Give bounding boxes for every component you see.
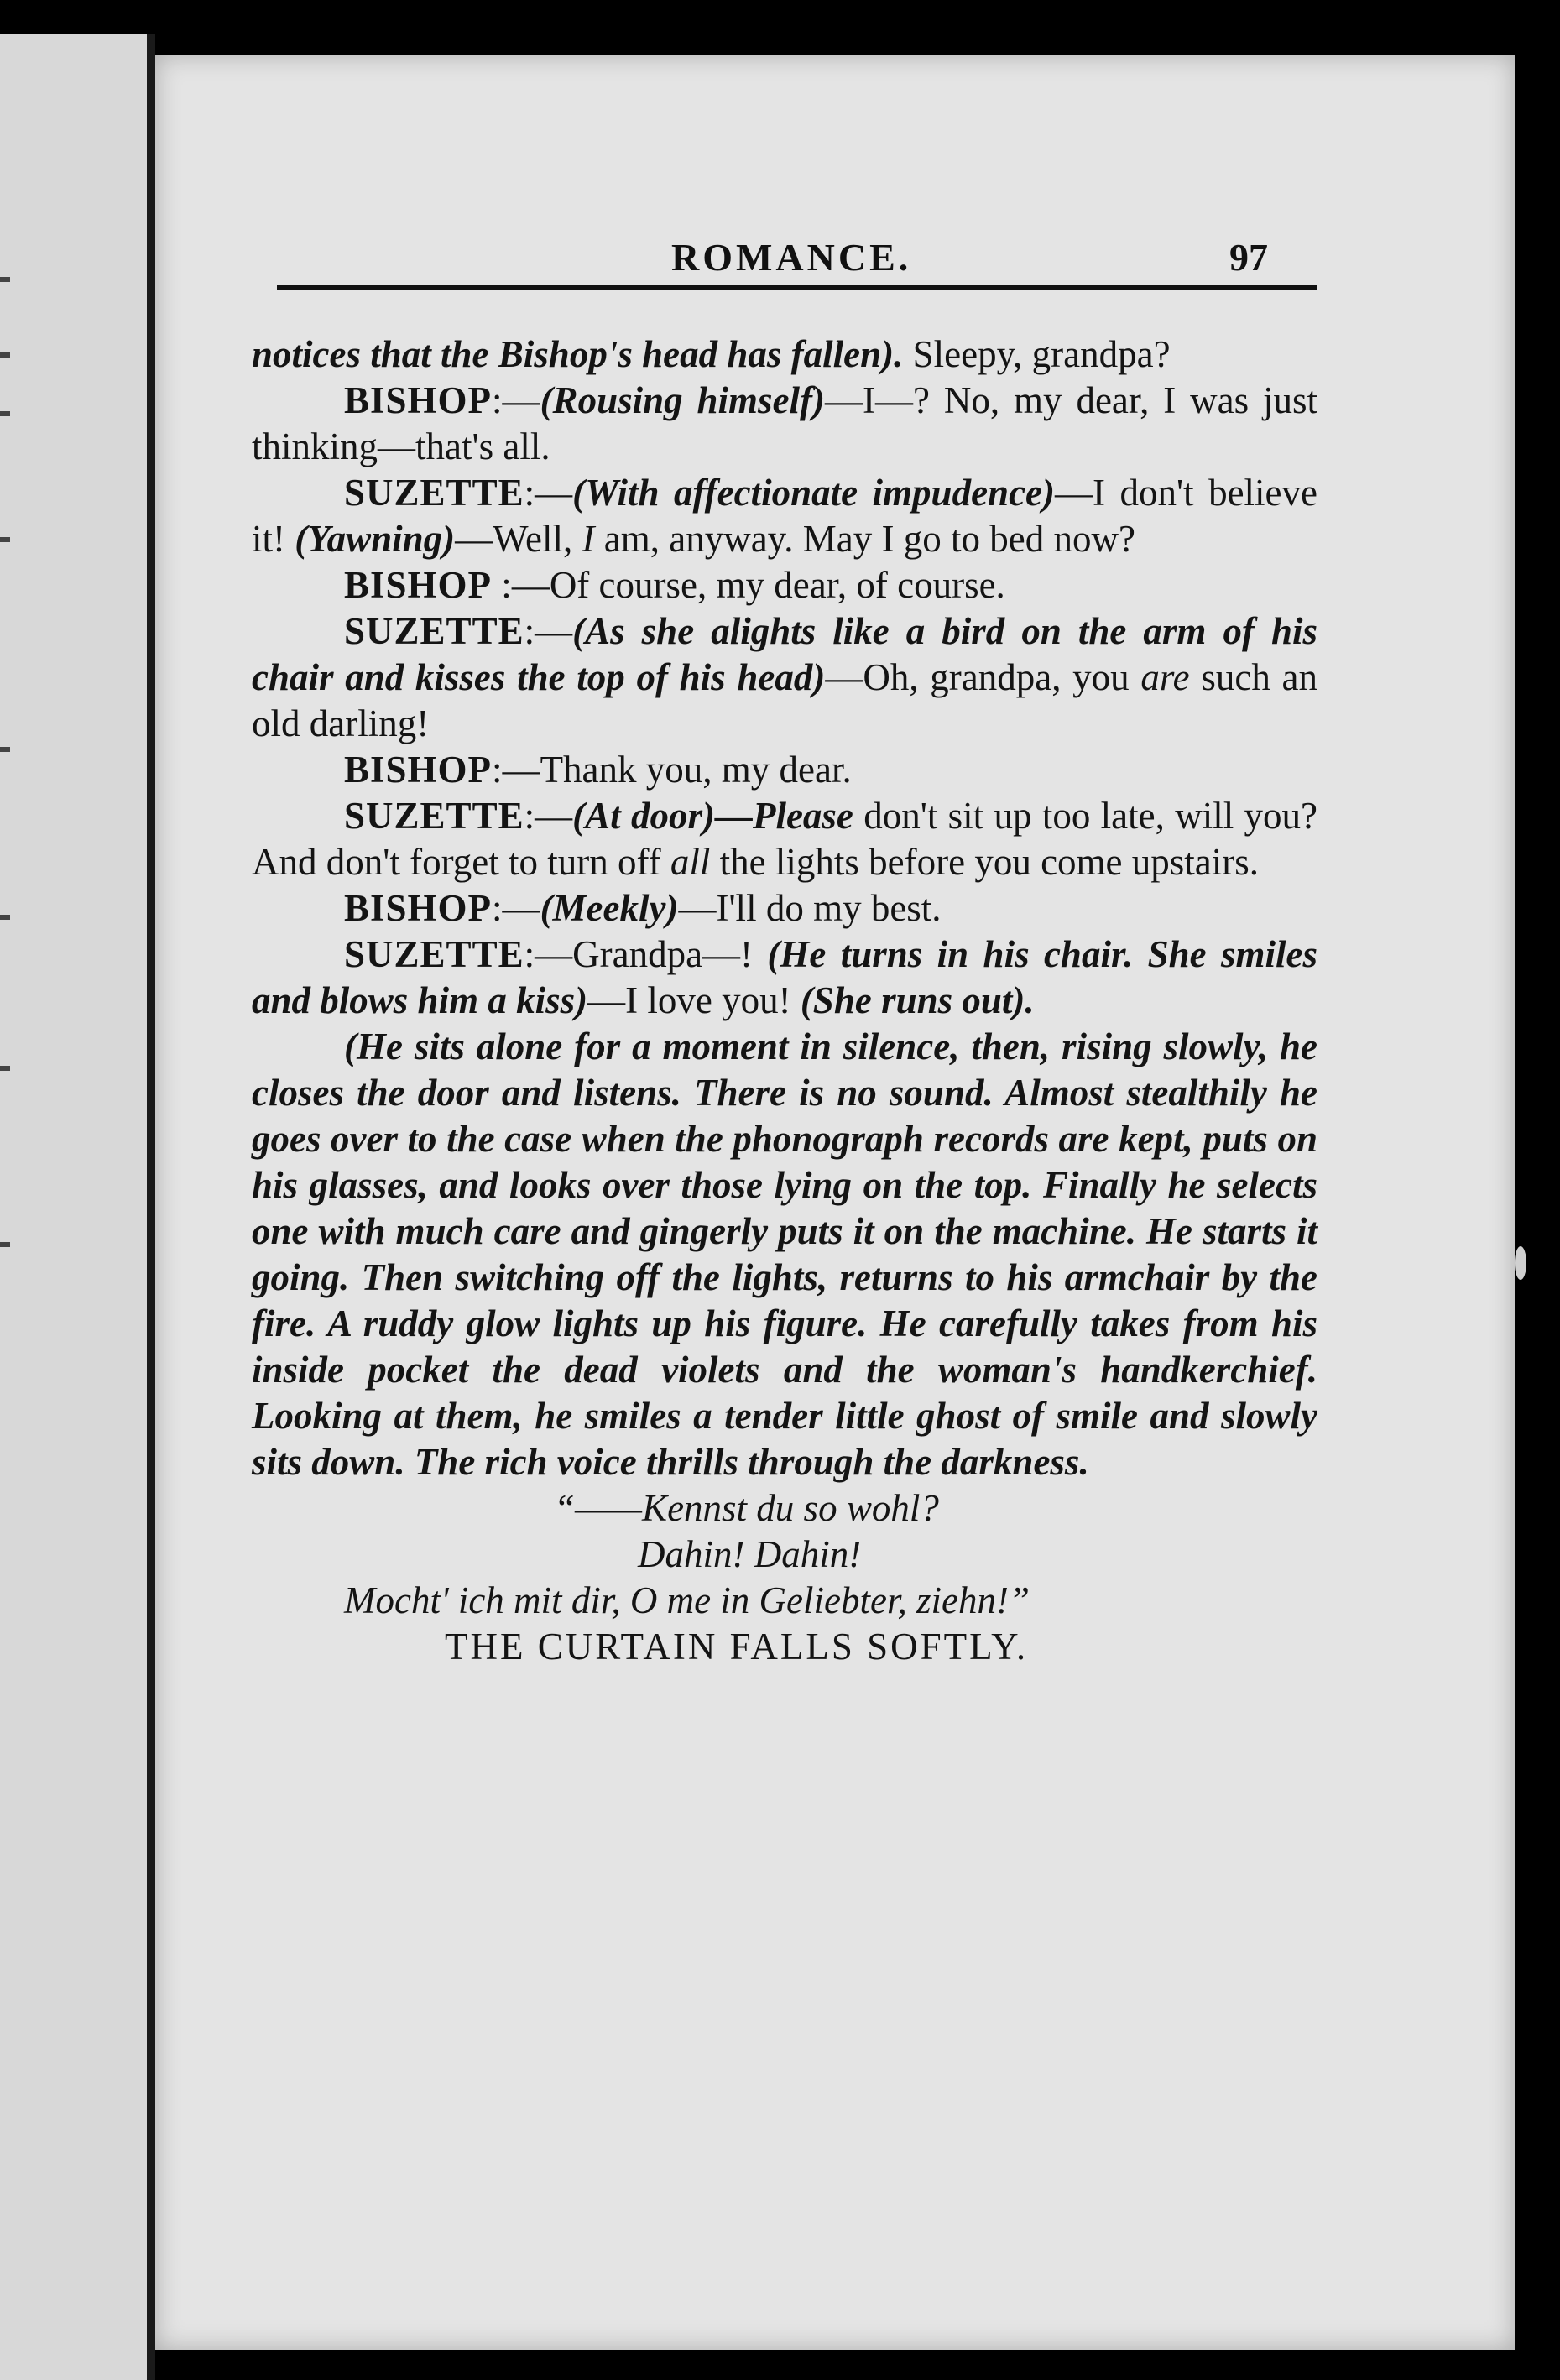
dialogue: am, anyway. May I go to bed now? (594, 518, 1135, 560)
speaker-name: BISHOP (344, 887, 493, 929)
song-lyrics (252, 1485, 1317, 1624)
song-line: “——Kennst du so wohl? (554, 1487, 939, 1529)
page-damage (1515, 1246, 1526, 1280)
dialogue: —I don't believe it! (252, 472, 1317, 560)
stage-direction-paragraph: (He sits alone for a moment in silence, then, rising slowly, he closes the door and listens. There is no sound. Almost stealthily he goes over to the case when the phonograph records are kept, puts on his glasses, and looks over those lying on the top. Finally he selects one with much care and gingerly puts it on the machine. He starts it going. Then switching off the lights, returns to his armchair by the fire. A ruddy glow lights up his figure. He carefully takes from his inside pocket the dead violets and the woman's handkerchief. Looking at them, he smiles a tender little ghost of smile and slowly sits down. The rich voice thrills through the darkness. (252, 1026, 1317, 1483)
dialogue: —I—? No, my dear, I was just thinking—that's all. (252, 379, 1318, 467)
emphasis: all (670, 841, 711, 883)
dialogue: —Oh, grandpa, you (825, 656, 1141, 698)
paragraph (252, 331, 1317, 378)
margin-mark (0, 1066, 10, 1071)
song-line: Dahin! Dahin! (638, 1533, 862, 1575)
stage-direction: (He turns in his chair. She smiles and blows him a kiss) (252, 933, 1317, 1021)
dialogue: —Grandpa—! (535, 933, 768, 975)
paragraph: SUZETTE:—(As she alights like a bird on the arm of his chair and kisses the top of his head)—Oh, grandpa, you are such an old darling! (252, 610, 1317, 744)
speaker-name: SUZETTE (344, 610, 524, 652)
emphasis: I (582, 518, 595, 560)
paragraph: BISHOP:—Thank you, my dear. (344, 749, 852, 791)
running-title: ROMANCE. (671, 236, 912, 279)
dialogue: —I love you! (587, 979, 801, 1021)
dialogue: the lights before you come upstairs. (710, 841, 1260, 883)
stage-direction: (With affectionate impudence) (572, 472, 1056, 514)
speaker-name: BISHOP (344, 749, 493, 791)
stage-direction: notices that the Bishop's head has fallen). (252, 333, 904, 375)
speaker-name: BISHOP (344, 379, 493, 421)
speaker-name: BISHOP (344, 564, 493, 606)
dialogue: —Well, (455, 518, 582, 560)
speaker-name: SUZETTE (344, 795, 524, 837)
stage-direction: (She runs out). (800, 979, 1035, 1021)
speaker-name: SUZETTE (344, 933, 524, 975)
page-body (252, 331, 1317, 1670)
page-number: 97 (1229, 236, 1268, 279)
margin-mark (0, 915, 10, 920)
paragraph: SUZETTE:—(With affectionate impudence)—I don't believe it! (Yawning)—Well, I am, anyway. May I go to bed now? (252, 472, 1317, 560)
dialogue: such an old darling! (252, 656, 1317, 744)
margin-mark (0, 277, 10, 282)
previous-page-edge (0, 34, 155, 2380)
paragraph: SUZETTE:—(At door)—Please don't sit up too late, will you? And don't forget to turn off all the lights before you come upstairs. (252, 795, 1317, 883)
dialogue: —I'll do my best. (678, 887, 942, 929)
margin-mark (0, 537, 10, 542)
paragraph: BISHOP:—(Meekly)—I'll do my best. (344, 887, 942, 929)
margin-mark (0, 352, 10, 358)
stage-direction: —Please (714, 795, 853, 837)
stage-direction: (Rousing himself) (540, 379, 826, 421)
paragraph: SUZETTE:—Grandpa—! (He turns in his chair. She smiles and blows him a kiss)—I love you! (She runs out). (252, 933, 1317, 1021)
paragraph: BISHOP :—Of course, my dear, of course. (344, 564, 1005, 606)
dialogue: —Of course, my dear, of course. (511, 564, 1005, 606)
dialogue: —Thank you, my dear. (502, 749, 852, 791)
speaker-name: SUZETTE (344, 472, 524, 514)
curtain-line: THE CURTAIN FALLS SOFTLY. (445, 1626, 1029, 1668)
page-header (277, 168, 1317, 302)
header-rule (277, 285, 1317, 290)
paragraph: BISHOP:—(Rousing himself)—I—? No, my dear, I was just thinking—that's all. (252, 379, 1318, 467)
dialogue: don't sit up too late, will you? And don't forget to turn off (252, 795, 1317, 883)
stage-direction: (As she alights like a bird on the arm of his chair and kisses the top of his head) (252, 610, 1317, 698)
song-line: Mocht' ich mit dir, O me in Geliebter, ziehn!” (344, 1579, 1030, 1621)
stage-direction: (Meekly) (540, 887, 679, 929)
emphasis: are (1140, 656, 1190, 698)
stage-direction: (Yawning) (295, 518, 456, 560)
margin-mark (0, 411, 10, 416)
stage-direction: (At door) (572, 795, 715, 837)
margin-mark (0, 1242, 10, 1247)
dialogue: Sleepy, grandpa? (903, 333, 1171, 375)
margin-mark (0, 747, 10, 752)
